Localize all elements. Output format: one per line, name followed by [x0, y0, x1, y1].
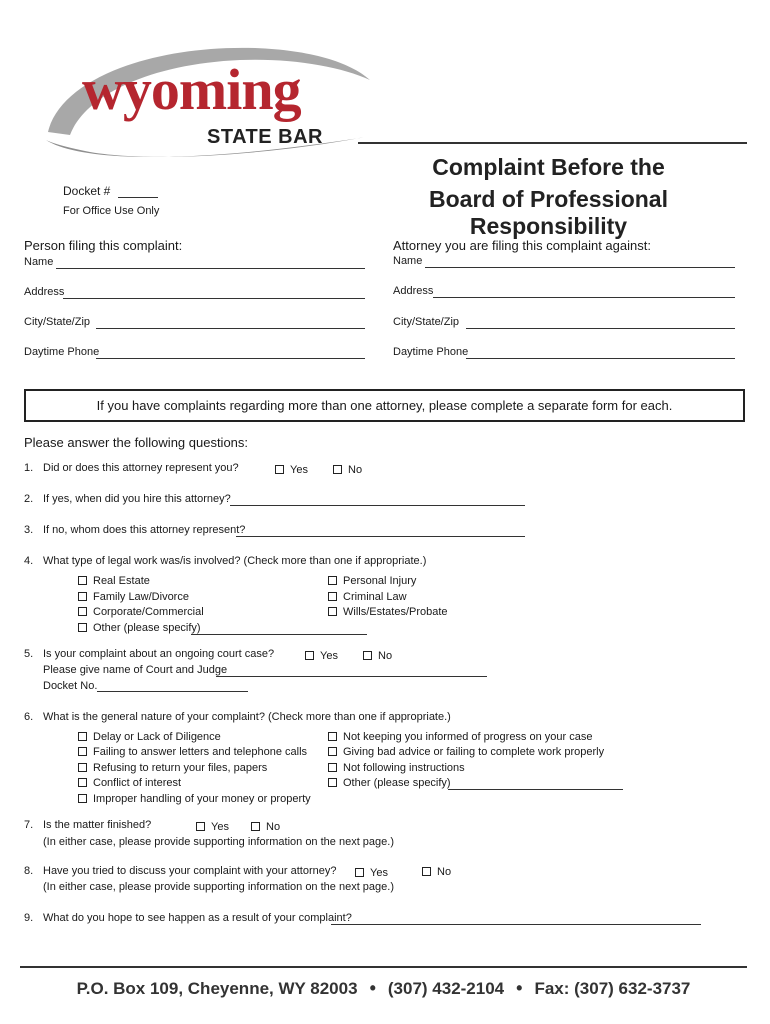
- docket-field[interactable]: [118, 197, 158, 198]
- option-label: Yes: [320, 650, 338, 662]
- footer-separator: •: [516, 978, 523, 998]
- checkbox[interactable]: [328, 747, 337, 756]
- checkbox[interactable]: [78, 763, 87, 772]
- question-text: What do you hope to see happen as a result of your complaint?: [43, 912, 352, 924]
- option-label: Yes: [370, 867, 388, 879]
- filer-phone-label: Daytime Phone: [24, 346, 100, 358]
- question-8: [24, 865, 336, 877]
- option-label: Other (please specify): [343, 777, 451, 789]
- docket-label: Docket #: [63, 184, 111, 198]
- filer-heading: Person filing this complaint:: [24, 238, 183, 253]
- footer-address: P.O. Box 109, Cheyenne, WY 82003: [76, 979, 358, 998]
- q8-no-option[interactable]: [422, 866, 451, 878]
- question-text: If no, whom does this attorney represent?: [43, 524, 246, 536]
- q6-option-not-following[interactable]: [328, 762, 465, 774]
- option-label: No: [378, 650, 393, 662]
- option-label: No: [266, 821, 281, 833]
- question-text: Did or does this attorney represent you?: [43, 462, 239, 474]
- question-text: Is the matter finished?: [43, 819, 152, 831]
- checkbox[interactable]: [328, 592, 337, 601]
- option-label: Wills/Estates/Probate: [343, 606, 448, 618]
- footer-contact: [20, 978, 747, 999]
- checkbox[interactable]: [196, 822, 205, 831]
- q7-note: (In either case, please provide supporting information on the next page.): [43, 836, 394, 848]
- question-5: [24, 648, 274, 660]
- footer-phone: (307) 432-2104: [387, 979, 505, 998]
- q6-option-failing-answer[interactable]: [78, 746, 307, 758]
- q5-no-option[interactable]: [363, 650, 392, 662]
- q7-yes-option[interactable]: [196, 821, 229, 833]
- checkbox[interactable]: [78, 592, 87, 601]
- checkbox[interactable]: [328, 576, 337, 585]
- attorney-phone-field[interactable]: [466, 358, 735, 359]
- checkbox[interactable]: [251, 822, 260, 831]
- checkbox[interactable]: [328, 732, 337, 741]
- checkbox[interactable]: [78, 623, 87, 632]
- attorney-address-field[interactable]: [433, 297, 735, 298]
- q2-answer-field[interactable]: [230, 505, 525, 506]
- q4-option-criminal-law[interactable]: [328, 591, 407, 603]
- checkbox[interactable]: [333, 465, 342, 474]
- q4-option-real-estate[interactable]: [78, 575, 150, 587]
- question-text: Have you tried to discuss your complaint with your attorney?: [43, 865, 337, 877]
- checkbox[interactable]: [363, 651, 372, 660]
- filer-address-field[interactable]: [63, 298, 365, 299]
- option-label: No: [348, 464, 363, 476]
- logo-wordmark: wyoming: [82, 57, 301, 122]
- option-label: Improper handling of your money or property: [93, 793, 311, 805]
- option-label: Not following instructions: [343, 762, 465, 774]
- question-7: [24, 819, 151, 831]
- attorney-name-field[interactable]: [425, 267, 735, 268]
- q8-note: (In either case, please provide supporting information on the next page.): [43, 881, 394, 893]
- q6-option-other[interactable]: [328, 777, 451, 789]
- q4-other-field[interactable]: [191, 634, 367, 635]
- filer-phone-field[interactable]: [96, 358, 365, 359]
- q5-court-field[interactable]: [216, 676, 487, 677]
- option-label: Corporate/Commercial: [93, 606, 204, 618]
- attorney-address-label: Address: [393, 285, 434, 297]
- filer-address-label: Address: [24, 286, 65, 298]
- footer-rule: [20, 966, 747, 968]
- question-text: Is your complaint about an ongoing court case?: [43, 648, 275, 660]
- option-label: Yes: [211, 821, 229, 833]
- question-1: [24, 462, 239, 474]
- question-text: What type of legal work was/is involved? (Check more than one if appropriate.): [43, 555, 427, 567]
- attorney-phone-label: Daytime Phone: [393, 346, 469, 358]
- question-6: [24, 711, 451, 723]
- option-label: Failing to answer letters and telephone calls: [93, 746, 308, 758]
- q4-option-corporate[interactable]: [78, 606, 204, 618]
- attorney-heading: Attorney you are filing this complaint against:: [393, 238, 651, 253]
- office-use-note: For Office Use Only: [63, 205, 160, 217]
- q8-yes-option[interactable]: [355, 867, 388, 879]
- footer-separator: •: [369, 978, 376, 998]
- checkbox[interactable]: [78, 576, 87, 585]
- form-title-line2: Board of Professional Responsibility: [429, 186, 668, 239]
- q5-court-label: Please give name of Court and Judge: [43, 664, 228, 676]
- question-number: 5.: [24, 648, 34, 660]
- questions-heading: Please answer the following questions:: [24, 435, 249, 450]
- option-label: Conflict of interest: [93, 777, 182, 789]
- attorney-city-field[interactable]: [466, 328, 735, 329]
- question-4: [24, 555, 426, 567]
- checkbox[interactable]: [355, 868, 364, 877]
- question-number: 6.: [24, 711, 34, 723]
- q9-answer-field[interactable]: [331, 924, 701, 925]
- question-text: What is the general nature of your complaint? (Check more than one if appropriate.): [43, 711, 451, 723]
- option-label: Family Law/Divorce: [93, 591, 189, 603]
- q4-option-wills[interactable]: [328, 606, 448, 618]
- question-2: [24, 493, 231, 505]
- checkbox[interactable]: [328, 607, 337, 616]
- q3-answer-field[interactable]: [236, 536, 525, 537]
- filer-name-field[interactable]: [56, 268, 365, 269]
- q5-docket-label: Docket No.: [43, 680, 98, 692]
- q1-no-option[interactable]: [333, 464, 362, 476]
- footer-fax: Fax: (307) 632-3737: [534, 979, 691, 998]
- q6-option-money[interactable]: [78, 793, 311, 805]
- question-text: If yes, when did you hire this attorney?: [43, 493, 231, 505]
- checkbox[interactable]: [78, 747, 87, 756]
- header-rule: [358, 142, 747, 144]
- question-number: 9.: [24, 912, 34, 924]
- option-label: Giving bad advice or failing to complete work properly: [343, 746, 605, 758]
- multiple-attorney-notice: If you have complaints regarding more than one attorney, please complete a separate form for each.: [24, 389, 745, 422]
- q6-option-delay[interactable]: [78, 731, 221, 743]
- q6-option-not-informed[interactable]: [328, 731, 592, 743]
- option-label: Real Estate: [93, 575, 150, 587]
- checkbox[interactable]: [328, 778, 337, 787]
- q5-yes-option[interactable]: [305, 650, 338, 662]
- option-label: Delay or Lack of Diligence: [93, 731, 221, 743]
- q6-option-conflict[interactable]: [78, 777, 181, 789]
- option-label: Not keeping you informed of progress on your case: [343, 731, 593, 743]
- q4-option-other[interactable]: [78, 622, 201, 634]
- option-label: Criminal Law: [343, 591, 407, 603]
- q4-option-personal-injury[interactable]: [328, 575, 416, 587]
- option-label: Refusing to return your files, papers: [93, 762, 268, 774]
- option-label: Other (please specify): [93, 622, 201, 634]
- attorney-name-label: Name: [393, 255, 423, 267]
- checkbox[interactable]: [422, 867, 431, 876]
- question-number: 1.: [24, 462, 34, 474]
- checkbox[interactable]: [78, 607, 87, 616]
- checkbox[interactable]: [78, 732, 87, 741]
- form-title-line1: Complaint Before the: [432, 154, 665, 180]
- option-label: No: [437, 866, 452, 878]
- q5-docket-field[interactable]: [97, 691, 248, 692]
- logo-subtitle: STATE BAR: [207, 126, 323, 148]
- question-number: 2.: [24, 493, 34, 505]
- question-number: 4.: [24, 555, 34, 567]
- question-3: [24, 524, 245, 536]
- q6-option-bad-advice[interactable]: [328, 746, 604, 758]
- question-9: [24, 912, 352, 924]
- checkbox[interactable]: [328, 763, 337, 772]
- q6-option-refusing-files[interactable]: [78, 762, 267, 774]
- filer-city-field[interactable]: [96, 328, 365, 329]
- q1-yes-option[interactable]: [275, 464, 308, 476]
- attorney-city-label: City/State/Zip: [393, 316, 460, 328]
- checkbox[interactable]: [78, 794, 87, 803]
- wyoming-state-bar-logo: [40, 40, 380, 170]
- filer-city-label: City/State/Zip: [24, 316, 91, 328]
- checkbox[interactable]: [275, 465, 284, 474]
- question-number: 8.: [24, 865, 34, 877]
- filer-name-label: Name: [24, 256, 54, 268]
- checkbox[interactable]: [305, 651, 314, 660]
- q7-no-option[interactable]: [251, 821, 280, 833]
- question-number: 7.: [24, 819, 34, 831]
- q4-option-family-law[interactable]: [78, 591, 189, 603]
- checkbox[interactable]: [78, 778, 87, 787]
- option-label: Yes: [290, 464, 308, 476]
- q6-other-field[interactable]: [448, 789, 623, 790]
- question-number: 3.: [24, 524, 34, 536]
- option-label: Personal Injury: [343, 575, 417, 587]
